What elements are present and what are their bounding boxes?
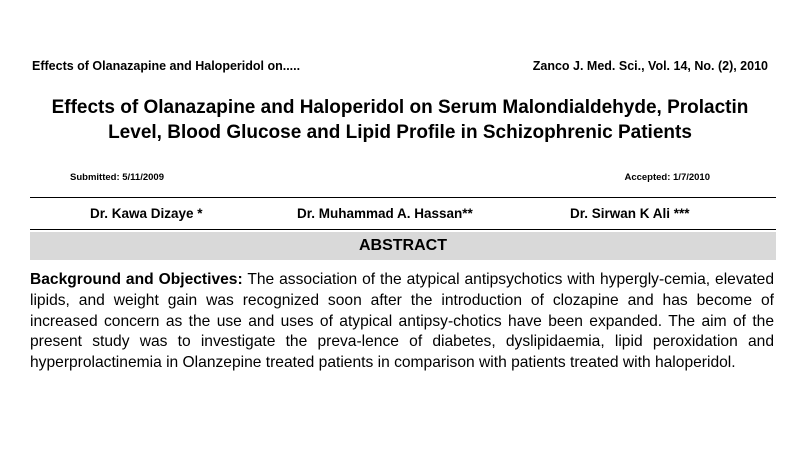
abstract-paragraph (30, 270, 774, 374)
submitted-date: Submitted: 5/11/2009 (70, 172, 164, 183)
submission-dates (70, 172, 710, 184)
author-1: Dr. Kawa Dizaye * (90, 206, 203, 221)
running-header (32, 58, 768, 74)
journal-reference: Zanco J. Med. Sci., Vol. 14, No. (2), 2010 (532, 59, 768, 73)
divider-top (30, 197, 776, 198)
abstract-text: The association of the atypical antipsychotics with hypergly-cemia, elevated lipids, and weight gain was recognized soon after the introduction of clozapine and has become of increased concern as the use and uses of atypical antipsy-chotics have been expanded. The aim of the present study was to investigate the preva-lence of diabetes, dyslipidaemia, lipid peroxidation and hyperprolactinemia in Olanzepine treated patients in comparison with patients treated with haloperidol. (30, 271, 774, 372)
accepted-date: Accepted: 1/7/2010 (624, 172, 710, 183)
article-title: Effects of Olanazapine and Haloperidol on Serum Malondialdehyde, Prolactin Level, Blood Glucose and Lipid Profile in Schizophrenic Patients (51, 97, 749, 143)
divider-bottom (30, 229, 776, 230)
abstract-heading: ABSTRACT (30, 232, 776, 260)
author-list (30, 205, 776, 225)
abstract-section-label: Background and Objectives: (30, 271, 243, 288)
author-3: Dr. Sirwan K Ali *** (570, 206, 690, 221)
author-2: Dr. Muhammad A. Hassan** (297, 206, 473, 221)
running-title: Effects of Olanazapine and Haloperidol on..... (32, 59, 301, 73)
